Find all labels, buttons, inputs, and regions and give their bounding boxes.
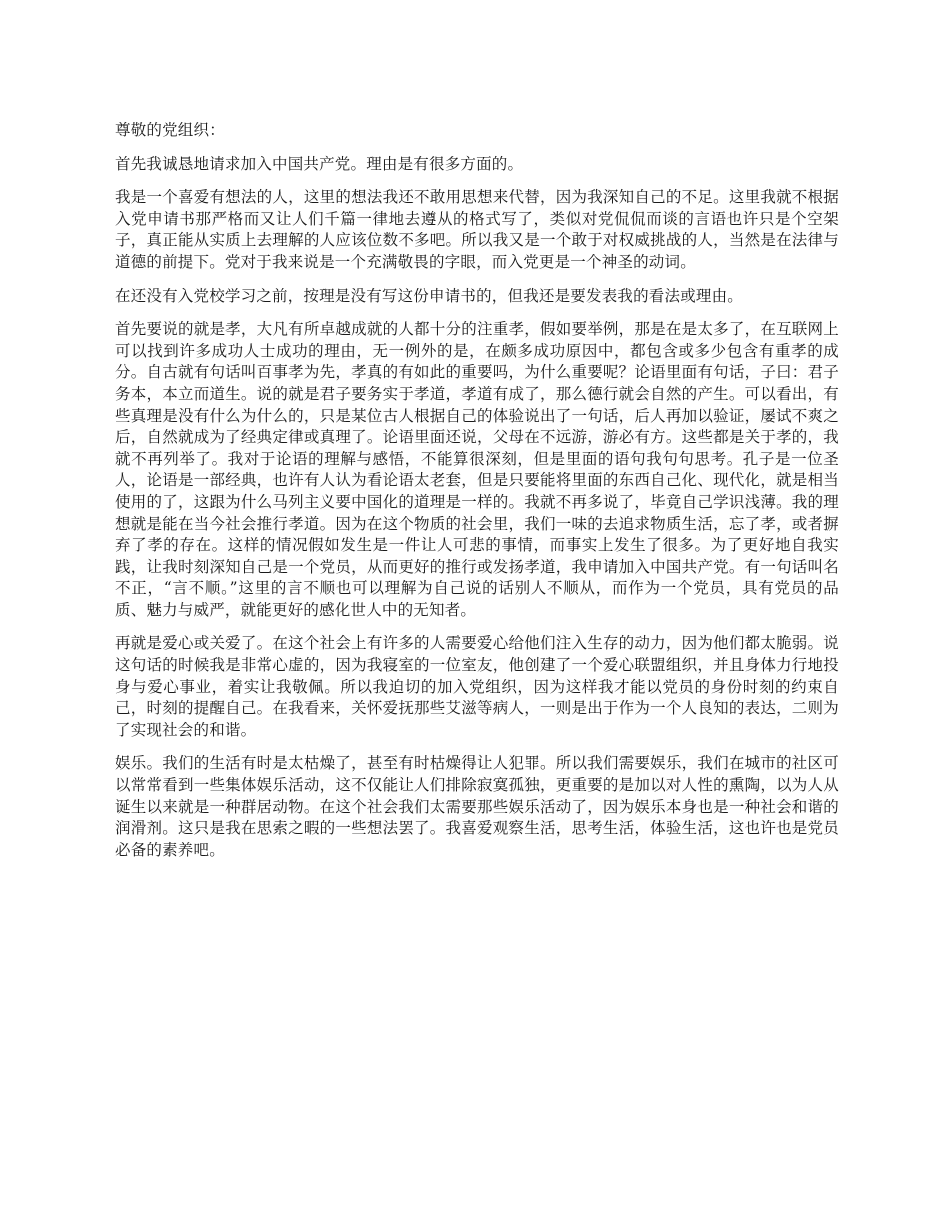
paragraph-compassion: 再就是爱心或关爱了。在这个社会上有许多的人需要爱心给他们注入生存的动力，因为他们都太脆弱。说这句话的时候我是非常心虚的，因为我寝室的一位室友，他创建了一个爱心联盟组织，并且身体力行地投身与爱心事业，着实让我敬佩。所以我迫切的加入党组织，因为这样我才能以党员的身份时刻的约束自己，时刻的提醒自己。在我看来，关怀爱抚那些艾滋等病人，一则是出于作为一个人良知的表达，二则为了实现社会的和谐。	[115, 634, 839, 739]
document-body	[115, 120, 839, 873]
paragraph-reason-preface: 在还没有入党校学习之前，按理是没有写这份申请书的，但我还是要发表我的看法或理由。	[115, 286, 744, 305]
paragraph-filial-piety: 首先要说的就是孝，大凡有所卓越成就的人都十分的注重孝，假如要举例，那是在是太多了，在互联网上可以找到许多成功人士成功的理由，无一例外的是，在颇多成功原因中，都包含或多少包含有重孝的成分。自古就有句话叫百事孝为先，孝真的有如此的重要吗，为什么重要呢？论语里面有句话，子曰：君子务本，本立而道生。说的就是君子要务实于孝道，孝道有成了，那么德行就会自然的产生。可以看出，有些真理是没有什么为什么的，只是某位古人根据自己的体验说出了一句话，后人再加以验证，屡试不爽之后，自然就成为了经典定律或真理了。论语里面还说，父母在不远游，游必有方。这些都是关于孝的，我就不再列举了。我对于论语的理解与感悟，不能算很深刻，但是里面的语句我句句思考。孔子是一位圣人，论语是一部经典，也许有人认为看论语太老套，但是只要能将里面的东西自己化、现代化，就是相当使用的了，这跟为什么马列主义要中国化的道理是一样的。我就不再多说了，毕竟自己学识浅薄。我的理想就是能在当今社会推行孝道。因为在这个物质的社会里，我们一味的去追求物质生活，忘了孝，或者摒弃了孝的存在。这样的情况假如发生是一件让人可悲的事情，而事实上发生了很多。为了更好地自我实践，让我时刻深知自己是一个党员，从而更好的推行或发扬孝道，我申请加入中国共产党。有一句话叫名不正，“言不顺。”这里的言不顺也可以理解为自己说的话别人不顺从，而作为一个党员，具有党员的品质、魅力与威严，就能更好的感化世人中的无知者。	[115, 320, 839, 619]
paragraph-entertainment: 娱乐。我们的生活有时是太枯燥了，甚至有时枯燥得让人犯罪。所以我们需要娱乐，我们在城市的社区可以常常看到一些集体娱乐活动，这不仅能让人们排除寂寞孤独，更重要的是加以对人性的熏陶，以为人从诞生以来就是一种群居动物。在这个社会我们太需要那些娱乐活动了，因为娱乐本身也是一种社会和谐的润滑剂。这只是我在思索之暇的一些想法罢了。我喜爱观察生活，思考生活，体验生活，这也许也是党员必备的素养吧。	[115, 754, 839, 859]
salutation: 尊敬的党组织：	[115, 121, 225, 139]
paragraph-self-description: 我是一个喜爱有想法的人，这里的想法我还不敢用思想来代替，因为我深知自己的不足。这里我就不根据入党申请书那严格而又让人们千篇一律地去遵从的格式写了，类似对党侃侃而谈的言语也许只是个空架子，真正能从实质上去理解的人应该位数不多吧。所以我又是一个敢于对权威挑战的人，当然是在法律与道德的前提下。党对于我来说是一个充满敬畏的字眼，而入党更是一个神圣的动词。	[115, 188, 839, 271]
paragraph-intro: 首先我诚恳地请求加入中国共产党。理由是有很多方面的。	[115, 154, 524, 173]
